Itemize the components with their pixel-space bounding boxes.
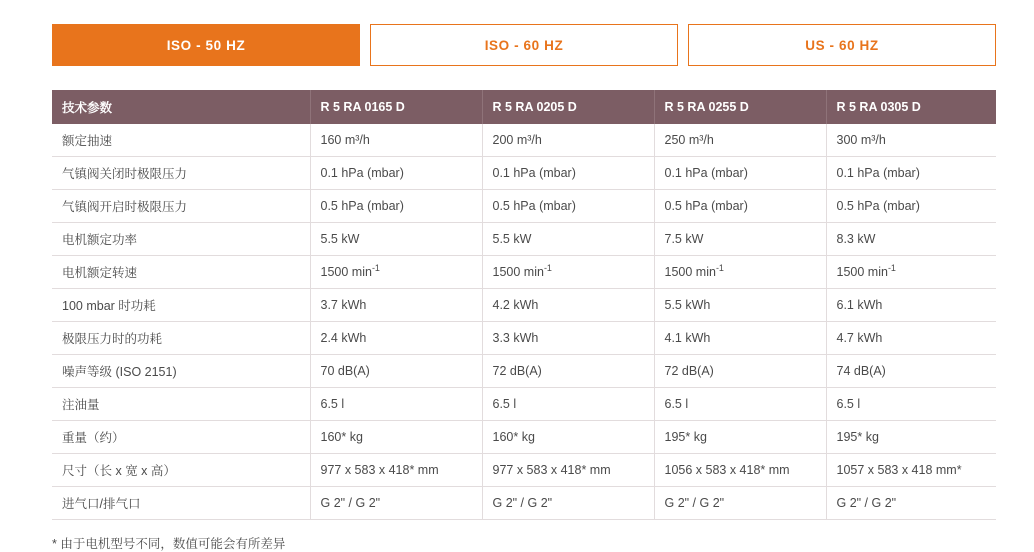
table-header-row (52, 90, 996, 124)
row-value: G 2" / G 2" (654, 487, 826, 520)
table-row (52, 322, 996, 355)
row-value: 160* kg (310, 421, 482, 454)
tab-iso-50hz[interactable] (52, 24, 360, 66)
row-value: 977 x 583 x 418* mm (310, 454, 482, 487)
row-label: 电机额定转速 (52, 256, 310, 289)
table-row (52, 355, 996, 388)
tab-us-60hz[interactable] (688, 24, 996, 66)
row-value: 4.1 kWh (654, 322, 826, 355)
column-header-model-4: R 5 RA 0305 D (826, 90, 996, 124)
tab-label: ISO - 60 HZ (484, 37, 564, 53)
table-row (52, 421, 996, 454)
row-value: 3.3 kWh (482, 322, 654, 355)
row-label: 极限压力时的功耗 (52, 322, 310, 355)
row-label: 重量（约） (52, 421, 310, 454)
table-row (52, 454, 996, 487)
row-value: G 2" / G 2" (482, 487, 654, 520)
row-value: 6.5 l (654, 388, 826, 421)
frequency-tab-bar (0, 0, 1034, 66)
row-value: 0.5 hPa (mbar) (310, 190, 482, 223)
row-value: 6.5 l (826, 388, 996, 421)
row-value: 0.5 hPa (mbar) (482, 190, 654, 223)
row-value: 0.1 hPa (mbar) (482, 157, 654, 190)
column-header-model-2: R 5 RA 0205 D (482, 90, 654, 124)
row-label: 电机额定功率 (52, 223, 310, 256)
row-value: 5.5 kW (310, 223, 482, 256)
row-value: 0.1 hPa (mbar) (826, 157, 996, 190)
row-value: 2.4 kWh (310, 322, 482, 355)
row-value: 200 m³/h (482, 124, 654, 157)
row-value: 74 dB(A) (826, 355, 996, 388)
row-label: 进气口/排气口 (52, 487, 310, 520)
table-header (52, 90, 996, 124)
row-value: 195* kg (826, 421, 996, 454)
row-label: 额定抽速 (52, 124, 310, 157)
row-value: 3.7 kWh (310, 289, 482, 322)
column-header-parameter: 技术参数 (52, 90, 310, 124)
row-value: 5.5 kW (482, 223, 654, 256)
row-value: 72 dB(A) (482, 355, 654, 388)
table-row (52, 256, 996, 289)
row-value: 977 x 583 x 418* mm (482, 454, 654, 487)
row-value: 0.5 hPa (mbar) (826, 190, 996, 223)
row-value: 1500 $\min^{-1}$ (826, 256, 996, 289)
specification-table-container (0, 66, 1034, 520)
row-value: 0.1 hPa (mbar) (310, 157, 482, 190)
row-value: 4.7 kWh (826, 322, 996, 355)
row-value: G 2" / G 2" (826, 487, 996, 520)
row-value: 160* kg (482, 421, 654, 454)
row-label: 气镇阀开启时极限压力 (52, 190, 310, 223)
table-body (52, 124, 996, 520)
row-value: 1500 $\min^{-1}$ (310, 256, 482, 289)
row-value: 8.3 kW (826, 223, 996, 256)
row-value: 1500 $\min^{-1}$ (654, 256, 826, 289)
row-label: 100 mbar 时功耗 (52, 289, 310, 322)
row-value: 5.5 kWh (654, 289, 826, 322)
row-label: 尺寸（长 x 宽 x 高） (52, 454, 310, 487)
row-value: 70 dB(A) (310, 355, 482, 388)
row-value: G 2" / G 2" (310, 487, 482, 520)
table-row (52, 289, 996, 322)
row-label: 气镇阀关闭时极限压力 (52, 157, 310, 190)
column-header-model-3: R 5 RA 0255 D (654, 90, 826, 124)
row-value: 300 m³/h (826, 124, 996, 157)
row-value: 195* kg (654, 421, 826, 454)
row-value: 0.5 hPa (mbar) (654, 190, 826, 223)
row-value: 4.2 kWh (482, 289, 654, 322)
tab-iso-60hz[interactable] (370, 24, 678, 66)
row-value: 0.1 hPa (mbar) (654, 157, 826, 190)
table-row (52, 190, 996, 223)
row-value: 160 m³/h (310, 124, 482, 157)
tab-label: US - 60 HZ (805, 37, 879, 53)
row-value: 6.5 l (310, 388, 482, 421)
row-value: 1057 x 583 x 418 mm* (826, 454, 996, 487)
row-value: 72 dB(A) (654, 355, 826, 388)
column-header-model-1: R 5 RA 0165 D (310, 90, 482, 124)
table-footnote: * 由于电机型号不同，数值可能会有所差异 (52, 537, 286, 551)
tab-label: ISO - 50 HZ (166, 37, 246, 53)
table-row (52, 157, 996, 190)
row-value: 6.5 l (482, 388, 654, 421)
row-label: 注油量 (52, 388, 310, 421)
table-row (52, 487, 996, 520)
row-label: 噪声等级 (ISO 2151) (52, 355, 310, 388)
row-value: 7.5 kW (654, 223, 826, 256)
row-value: 250 m³/h (654, 124, 826, 157)
row-value: 1056 x 583 x 418* mm (654, 454, 826, 487)
table-row (52, 223, 996, 256)
row-value: 1500 $\min^{-1}$ (482, 256, 654, 289)
specification-table (52, 90, 996, 520)
table-row (52, 388, 996, 421)
table-row (52, 124, 996, 157)
row-value: 6.1 kWh (826, 289, 996, 322)
